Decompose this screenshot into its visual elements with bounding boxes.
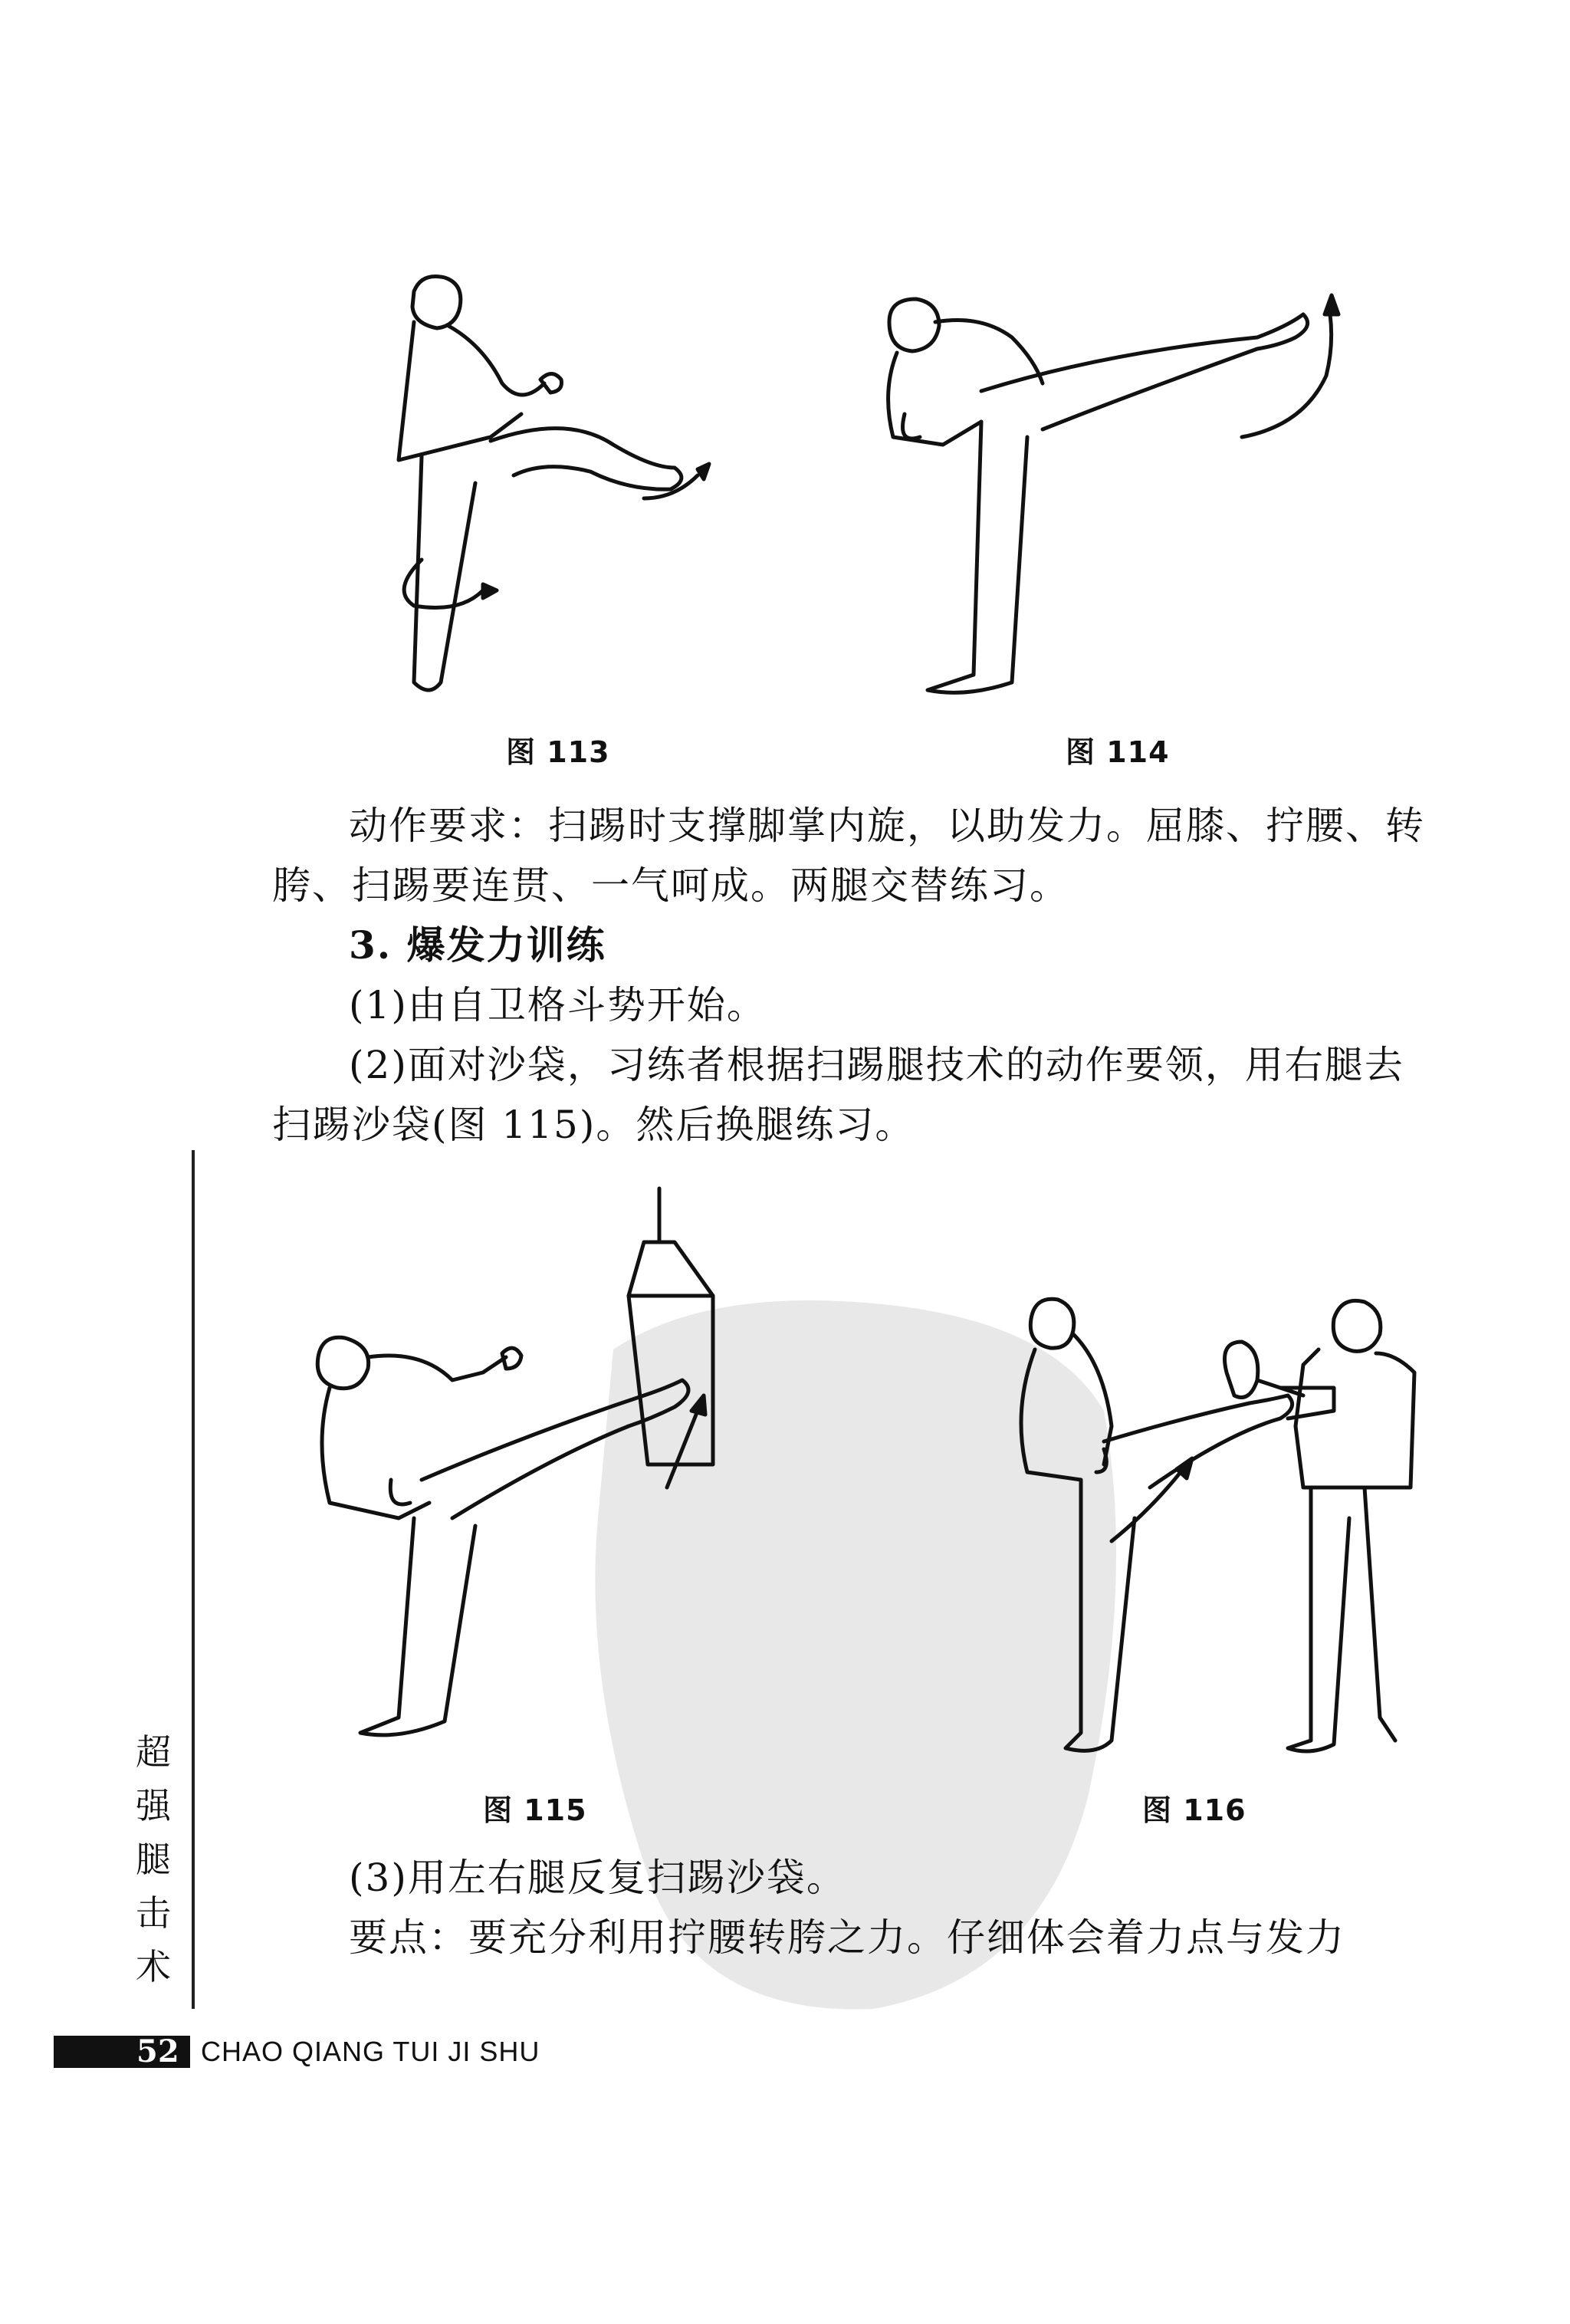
paragraph-step-1: (1)由自卫格斗势开始。 — [349, 983, 767, 1027]
book-title-char: 腿 — [136, 1839, 171, 1880]
margin-rule — [192, 1150, 195, 2009]
book-title-char: 击 — [136, 1892, 171, 1934]
figure-114 — [874, 284, 1365, 713]
running-head: CHAO QIANG TUI JI SHU — [201, 2036, 540, 2067]
paragraph-key-points: 要点：要充分利用拧腰转胯之力。仔细体会着力点与发力 — [349, 1915, 1345, 1960]
paragraph-action-requirements-line1: 动作要求：扫踢时支撑脚掌内旋，以助发力。屈膝、拧腰、转 — [349, 804, 1425, 848]
book-title-char: 术 — [136, 1946, 171, 1987]
figure-116-caption: 图 116 — [1142, 1793, 1246, 1827]
book-title-char: 超 — [136, 1731, 171, 1773]
paragraph-step-2-line2: 扫踢沙袋(图 115)。然后换腿练习。 — [272, 1103, 915, 1147]
section-heading: 3. 爆发力训练 — [349, 922, 606, 968]
book-title-char: 强 — [136, 1785, 171, 1826]
figure-115-caption: 图 115 — [483, 1793, 587, 1827]
paragraph-step-3: (3)用左右腿反复扫踢沙袋。 — [349, 1856, 846, 1900]
figure-113 — [368, 268, 736, 721]
figure-115 — [299, 1181, 790, 1756]
figure-113-caption: 图 113 — [506, 735, 610, 769]
paragraph-step-2-line1: (2)面对沙袋，习练者根据扫踢腿技术的动作要领，用右腿去 — [349, 1043, 1404, 1087]
figure-114-caption: 图 114 — [1066, 735, 1170, 769]
page-number: 52 — [136, 2033, 179, 2069]
paragraph-action-requirements-line2: 胯、扫踢要连贯、一气呵成。两腿交替练习。 — [272, 863, 1069, 908]
book-title-vertical — [130, 1725, 176, 1994]
figure-116 — [997, 1288, 1426, 1764]
